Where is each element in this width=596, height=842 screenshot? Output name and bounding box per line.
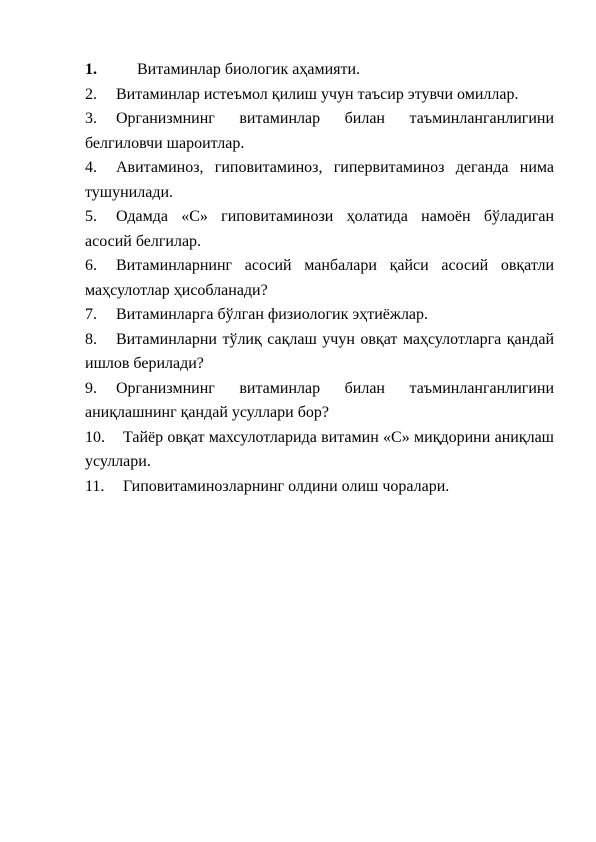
question-item-9 bbox=[85, 377, 554, 426]
question-item-7 bbox=[85, 303, 554, 328]
question-number: 8. bbox=[85, 330, 97, 348]
question-list bbox=[85, 58, 554, 499]
question-text: Тайёр овқат махсулотларида витамин «С» миқдорини аниқлаш усуллари. bbox=[85, 428, 554, 470]
question-text: Гиповитаминозларнинг олдини олиш чоралари. bbox=[123, 477, 450, 495]
question-text: Витаминларнинг асосий манбалари қайси асосий овқатли маҳсулотлар ҳисобланади? bbox=[85, 257, 554, 299]
question-item-3 bbox=[85, 107, 554, 156]
question-item-4 bbox=[85, 156, 554, 205]
question-number: 7. bbox=[85, 306, 97, 323]
question-text: Витаминларни тўлиқ сақлаш учун овқат маҳсулотларга қандай ишлов берилади? bbox=[85, 330, 554, 372]
question-text: Авитаминоз, гиповитаминоз, гипервитаминоз деганда нима тушунилади. bbox=[85, 159, 554, 201]
question-number: 10. bbox=[85, 428, 105, 446]
question-number: 3. bbox=[85, 110, 97, 127]
question-item-2 bbox=[85, 83, 554, 108]
question-number: 1. bbox=[85, 61, 97, 78]
question-text: Витаминларга бўлган физиологик эҳтиёжлар. bbox=[116, 306, 429, 323]
question-item-6 bbox=[85, 254, 554, 303]
question-number: 5. bbox=[85, 208, 97, 225]
question-text: Одамда «С» гиповитаминози ҳолатида намоён бўладиган асосий белгилар. bbox=[85, 208, 554, 250]
question-text: Организмнинг витаминлар билан таъминланганлигини белгиловчи шароитлар. bbox=[85, 110, 554, 152]
question-text: Витаминлар истеъмол қилиш учун таъсир этувчи омиллар. bbox=[116, 85, 519, 103]
question-text: Организмнинг витаминлар билан таъминланганлигини аниқлашнинг қандай усуллари бор? bbox=[85, 379, 554, 421]
question-item-5 bbox=[85, 205, 554, 254]
question-number: 11. bbox=[85, 477, 105, 495]
question-number: 2. bbox=[85, 85, 97, 103]
question-item-8 bbox=[85, 328, 554, 377]
question-number: 4. bbox=[85, 159, 97, 176]
question-text: Витаминлар биологик аҳамияти. bbox=[137, 61, 361, 78]
question-item-10 bbox=[85, 426, 554, 475]
question-number: 6. bbox=[85, 257, 97, 274]
question-item-11 bbox=[85, 475, 554, 500]
question-item-1 bbox=[85, 58, 554, 83]
question-number: 9. bbox=[85, 379, 97, 397]
